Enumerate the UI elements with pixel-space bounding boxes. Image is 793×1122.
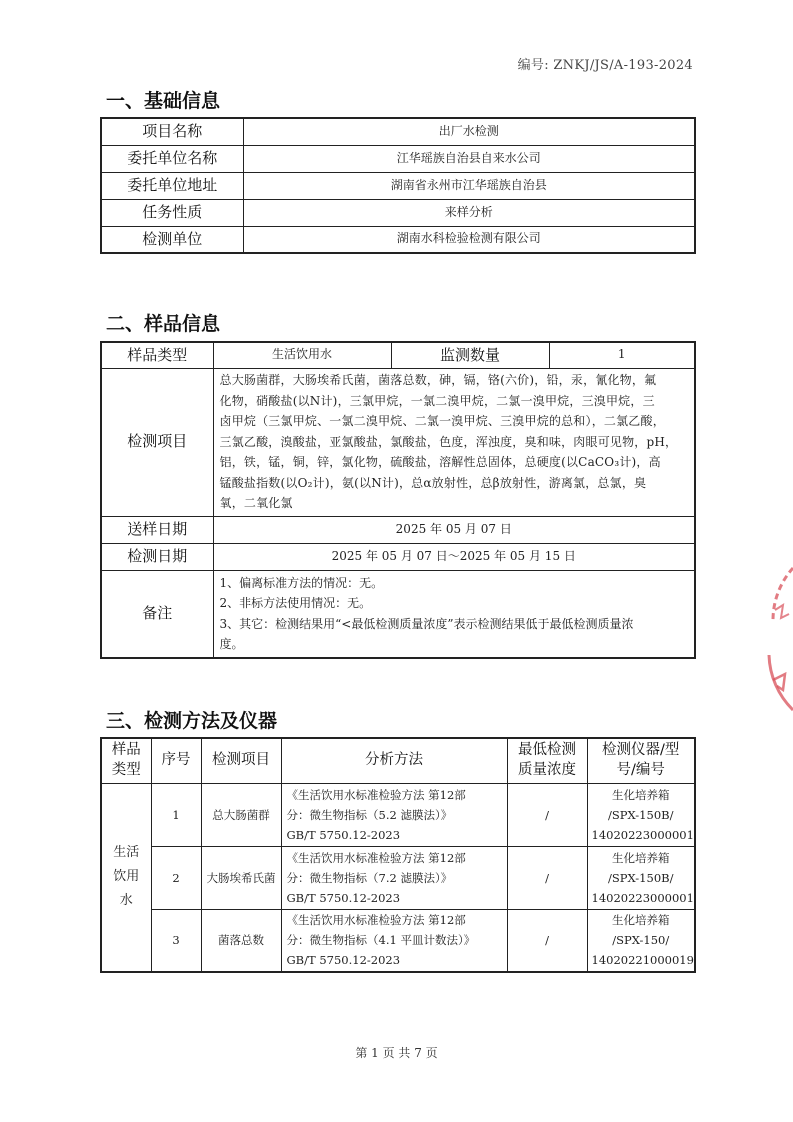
- row-min-conc: /: [507, 909, 587, 972]
- notes-list: [213, 570, 695, 658]
- notes-label: 备注: [101, 570, 213, 658]
- page-footer: 第 1 页 共 7 页: [355, 1046, 438, 1060]
- method-line: GB/T 5750.12-2023: [286, 890, 401, 905]
- row-method: [281, 909, 507, 972]
- instrument-line: 生化培养箱: [612, 787, 670, 802]
- header-method: 分析方法: [281, 738, 507, 783]
- instrument-line: 生化培养箱: [612, 850, 670, 865]
- row-instrument: [587, 846, 695, 909]
- document-number: 编号: ZNKJ/JS/A-193-2024: [517, 58, 693, 73]
- method-line: 《生活饮用水标准检验方法 第12部: [286, 913, 466, 928]
- row-instrument: [587, 909, 695, 972]
- task-nature-value: 来样分析: [243, 199, 695, 226]
- monitor-count-value: 1: [549, 342, 695, 368]
- client-name-value: 江华瑶族自治县自来水公司: [243, 145, 695, 172]
- note-line: 3、其它：检测结果用“<最低检测质量浓度”表示检测结果低于最低检测质量浓: [219, 616, 634, 631]
- instrument-line: /SPX-150B/: [608, 807, 674, 822]
- header-item: 检测项目: [201, 738, 281, 783]
- note-line: 2、非标方法使用情况：无。: [219, 596, 372, 611]
- row-instrument: [587, 783, 695, 846]
- sample-type-cell: 生活饮用水: [101, 783, 151, 972]
- row-method: [281, 783, 507, 846]
- instrument-line: /SPX-150B/: [608, 870, 674, 885]
- method-line: 分：微生物指标（4.1 平皿计数法）》: [286, 933, 476, 948]
- test-items-line: 锰酸盐指数(以O₂计)，氨(以N计)，总α放射性，总β放射性，游离氯，总氯，臭: [219, 475, 647, 490]
- test-date-value: 2025 年 05 月 07 日～2025 年 05 月 15 日: [213, 543, 695, 570]
- table-row: [101, 570, 695, 658]
- test-items-list: [213, 368, 695, 516]
- project-name-value: 出厂水检测: [243, 118, 695, 145]
- table-row: [101, 846, 695, 909]
- sample-type-value: 生活饮用水: [213, 342, 391, 368]
- instrument-line: /SPX-150/: [612, 933, 670, 948]
- method-line: GB/T 5750.12-2023: [286, 827, 401, 842]
- methods-table: [100, 737, 696, 973]
- basic-info-table: [100, 117, 696, 254]
- row-item: 总大肠菌群: [201, 783, 281, 846]
- partial-seal-stamp: [763, 560, 793, 720]
- section-title-basic-info: 一、基础信息: [106, 90, 221, 112]
- test-date-label: 检测日期: [101, 543, 213, 570]
- header-min-conc: 最低检测质量浓度: [507, 738, 587, 783]
- test-items-line: 铝，铁，锰，铜，锌，氯化物，硫酸盐，溶解性总固体，总硬度(以CaCO₃计)，高: [219, 455, 661, 470]
- table-row: [101, 199, 695, 226]
- row-seq: 3: [151, 909, 201, 972]
- row-min-conc: /: [507, 783, 587, 846]
- method-line: 《生活饮用水标准检验方法 第12部: [286, 850, 466, 865]
- header-instrument: 检测仪器/型号/编号: [587, 738, 695, 783]
- test-items-line: 三氯乙酸，溴酸盐，亚氯酸盐，氯酸盐，色度，浑浊度，臭和味，肉眼可见物，pH，: [219, 434, 678, 449]
- table-header-row: [101, 738, 695, 783]
- test-items-label: 检测项目: [101, 368, 213, 516]
- section-title-sample-info: 二、样品信息: [106, 313, 221, 335]
- method-line: 《生活饮用水标准检验方法 第12部: [286, 787, 466, 802]
- table-row: [101, 543, 695, 570]
- row-method: [281, 846, 507, 909]
- test-items-line: 总大肠菌群，大肠埃希氏菌，菌落总数，砷，镉，铬(六价)，铅，汞，氰化物，氟: [219, 373, 657, 388]
- table-row: [101, 145, 695, 172]
- method-line: GB/T 5750.12-2023: [286, 953, 401, 968]
- project-name-label: 项目名称: [101, 118, 243, 145]
- send-date-value: 2025 年 05 月 07 日: [213, 516, 695, 543]
- client-address-label: 委托单位地址: [101, 172, 243, 199]
- table-row: [101, 226, 695, 253]
- table-row: [101, 516, 695, 543]
- testing-unit-value: 湖南水科检验检测有限公司: [243, 226, 695, 253]
- client-address-value: 湖南省永州市江华瑶族自治县: [243, 172, 695, 199]
- table-row: [101, 172, 695, 199]
- test-items-line: 氧，二氧化氯: [219, 496, 293, 511]
- method-line: 分：微生物指标（7.2 滤膜法）》: [286, 870, 453, 885]
- monitor-count-label: 监测数量: [391, 342, 549, 368]
- table-row: [101, 368, 695, 516]
- table-row: [101, 783, 695, 846]
- task-nature-label: 任务性质: [101, 199, 243, 226]
- row-item: 大肠埃希氏菌: [201, 846, 281, 909]
- sample-type-label: 样品类型: [101, 342, 213, 368]
- instrument-line: 14020221000019: [591, 953, 694, 968]
- table-row: [101, 909, 695, 972]
- section-title-methods: 三、检测方法及仪器: [106, 710, 278, 732]
- row-item: 菌落总数: [201, 909, 281, 972]
- row-seq: 1: [151, 783, 201, 846]
- sample-info-table: [100, 341, 696, 659]
- instrument-line: 生化培养箱: [612, 913, 670, 928]
- note-line: 1、偏离标准方法的情况：无。: [219, 575, 384, 590]
- note-line: 度。: [219, 637, 244, 652]
- row-min-conc: /: [507, 846, 587, 909]
- test-items-line: 卤甲烷（三氯甲烷、一氯二溴甲烷、二氯一溴甲烷、三溴甲烷的总和），二氯乙酸，: [219, 414, 665, 429]
- testing-unit-label: 检测单位: [101, 226, 243, 253]
- instrument-line: 14020223000001: [591, 827, 694, 842]
- send-date-label: 送样日期: [101, 516, 213, 543]
- row-seq: 2: [151, 846, 201, 909]
- test-items-line: 化物，硝酸盐(以N计)，三氯甲烷，一氯二溴甲烷，二氯一溴甲烷，三溴甲烷，三: [219, 393, 655, 408]
- client-name-label: 委托单位名称: [101, 145, 243, 172]
- table-row: [101, 342, 695, 368]
- table-row: [101, 118, 695, 145]
- header-sample-type: 样品类型: [101, 738, 151, 783]
- method-line: 分：微生物指标（5.2 滤膜法）》: [286, 807, 453, 822]
- instrument-line: 14020223000001: [591, 890, 694, 905]
- header-seq: 序号: [151, 738, 201, 783]
